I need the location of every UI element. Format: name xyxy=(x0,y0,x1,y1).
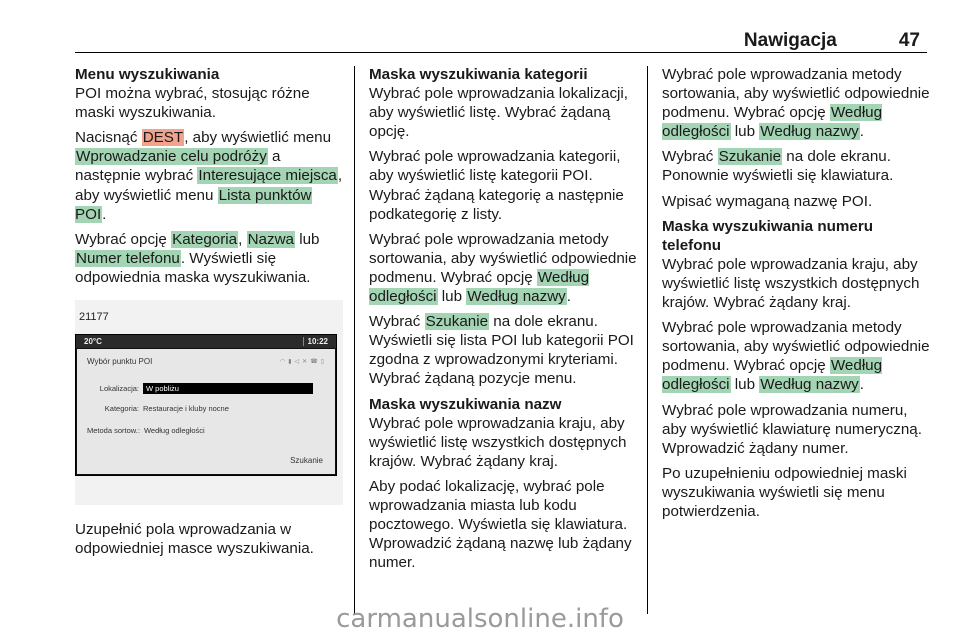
paragraph: POI można wybrać, stosując różne maski wyszukiwania. xyxy=(75,85,310,122)
location-row[interactable] xyxy=(77,379,313,398)
paragraph xyxy=(662,318,930,394)
sort-method-field[interactable]: Według odległości xyxy=(143,426,205,436)
figure-label: 21177 xyxy=(79,311,109,324)
paragraph: Wybrać pole wprowadzania kategorii, aby wyświetlić listę kategorii POI. Wybrać żądaną kategorię a następnie podkategorię z listy. xyxy=(369,148,624,223)
option-ref: Według odległości xyxy=(662,357,883,394)
text: , xyxy=(238,230,247,248)
page-header xyxy=(744,30,920,52)
paragraph: Aby podać lokalizację, wybrać pole wprowadzania miasta lub kodu pocztowego. Wyświetla się klawiatura. Wprowadzić żądaną nazwę lub żądany numer. xyxy=(369,477,632,572)
row-label: Metoda sortow.: xyxy=(87,426,140,436)
option-ref: Według odległości xyxy=(369,268,590,306)
option-ref: Według odległości xyxy=(662,104,883,141)
text: . xyxy=(102,205,107,223)
category-field[interactable]: Restauracje i kluby nocne xyxy=(143,404,229,414)
text: Wybrać pole wprowadzania metody sortowania, aby wyświetlić odpowiednie podmenu. Wybrać opcję xyxy=(662,66,930,122)
watermark: carmanualsonline.info xyxy=(336,604,624,634)
column-2 xyxy=(369,65,644,578)
text: . xyxy=(859,376,864,394)
paragraph xyxy=(75,230,343,287)
text: . xyxy=(859,123,864,141)
paragraph xyxy=(369,230,644,306)
option-ref: Szukanie xyxy=(718,148,782,166)
text: Wybrać xyxy=(662,148,718,166)
divider xyxy=(303,337,304,346)
paragraph: Wpisać wymaganą nazwę POI. xyxy=(662,192,873,210)
paragraph: Wybrać pole wprowadzania kraju, aby wyświetlić listę wszystkich dostępnych krajów. Wybrać żądany kraj. xyxy=(369,414,627,470)
row-label: Kategoria: xyxy=(104,404,139,414)
sort-method-row[interactable] xyxy=(87,421,205,440)
column-3 xyxy=(662,65,930,527)
location-field[interactable]: W pobliżu xyxy=(143,383,313,394)
clock: 10:22 xyxy=(307,336,328,346)
signal-icon: ▮ xyxy=(288,359,295,366)
column-1 xyxy=(75,65,343,564)
row-label: Lokalizacja: xyxy=(99,384,139,394)
option-ref: Nazwa xyxy=(247,230,294,248)
option-ref: Szukanie xyxy=(425,313,489,331)
display-screenshot xyxy=(75,334,337,476)
search-button[interactable]: Szukanie xyxy=(290,455,323,465)
paragraph: Po uzupełnieniu odpowiedniej maski wyszukiwania wyświetli się menu potwierdzenia. xyxy=(662,464,907,520)
paragraph xyxy=(75,128,343,223)
text: Wybrać pole wprowadzania metody sortowania, aby wyświetlić odpowiednie podmenu. Wybrać opcję xyxy=(662,319,930,375)
temperature: 20°C xyxy=(84,336,102,346)
text: lub xyxy=(730,376,760,394)
screen-figure xyxy=(75,300,343,505)
wifi-icon: ◠ xyxy=(279,359,289,366)
status-icons xyxy=(280,353,327,372)
paragraph xyxy=(662,65,930,141)
paragraph xyxy=(662,147,930,185)
paragraph: Wybrać pole wprowadzania kraju, aby wyświetlić listę wszystkich dostępnych krajów. Wybrać żądany kraj. xyxy=(662,255,920,312)
paragraph: Wybrać pole wprowadzania numeru, aby wyświetlić klawiaturę numeryczną. Wprowadzić żądany numer. xyxy=(662,401,922,457)
paragraph xyxy=(369,312,644,388)
heading-search-menu: Menu wyszukiwania xyxy=(75,66,220,83)
text: lub xyxy=(437,288,467,306)
option-ref: Kategoria xyxy=(172,230,238,248)
close-icon: ✕ xyxy=(302,359,311,366)
phone-icon: ☎ xyxy=(310,359,321,366)
text: na dole ekranu. Wyświetli się lista POI lub kategorii POI zgodna z wprowadzonymi kryteriami. Wybrać żądaną pozycje menu. xyxy=(369,313,634,388)
heading-category-mask: Maska wyszukiwania kategorii xyxy=(369,66,588,83)
page-number: 47 xyxy=(898,30,920,51)
text: na dole ekranu. Ponownie wyświetli się klawiatura. xyxy=(662,148,894,185)
column-divider xyxy=(354,66,355,614)
option-ref: Według nazwy xyxy=(760,376,859,394)
text: . xyxy=(566,288,571,306)
section-title: Nawigacja xyxy=(743,30,837,51)
text: lub xyxy=(295,230,320,248)
text: , aby wyświetlić menu xyxy=(184,129,332,147)
paragraph: Wybrać pole wprowadzania lokalizacji, aby wyświetlić listę. Wybrać żądaną opcję. xyxy=(369,85,629,141)
screen-title: Wybór punktu POI xyxy=(87,357,153,367)
paragraph: Uzupełnić pola wprowadzania w odpowiedniej masce wyszukiwania. xyxy=(75,521,314,558)
text: Nacisnąć xyxy=(75,129,142,147)
battery-icon: ▯ xyxy=(320,359,327,366)
option-ref: Numer telefonu xyxy=(76,249,180,267)
heading-phone-mask: Maska wyszukiwania numeru telefonu xyxy=(662,217,874,254)
text: lub xyxy=(730,123,760,141)
mute-icon: ◁ xyxy=(294,359,303,366)
header-rule xyxy=(75,52,927,53)
category-row[interactable] xyxy=(77,399,229,418)
menu-ref: Interesujące miejsca xyxy=(198,167,337,185)
heading-name-mask: Maska wyszukiwania nazw xyxy=(369,395,562,413)
menu-ref: Lista punktów POI xyxy=(75,186,312,223)
text: Wybrać opcję xyxy=(75,230,172,248)
text: a następnie wybrać xyxy=(75,148,281,185)
screen-status-bar xyxy=(76,335,336,348)
menu-ref: Wprowadzanie celu podróży xyxy=(76,148,267,166)
text: Wybrać xyxy=(369,313,425,331)
option-ref: Według nazwy xyxy=(467,288,566,306)
column-divider xyxy=(647,66,648,614)
dest-button-ref: DEST xyxy=(142,129,184,147)
screen-body xyxy=(77,349,335,474)
text: Wybrać pole wprowadzania metody sortowania, aby wyświetlić odpowiednie podmenu. Wybrać opcję xyxy=(369,230,637,286)
text: , aby wyświetlić menu xyxy=(75,167,343,204)
option-ref: Według nazwy xyxy=(760,123,859,141)
text: . Wyświetli się odpowiednia maska wyszukiwania. xyxy=(75,249,311,286)
